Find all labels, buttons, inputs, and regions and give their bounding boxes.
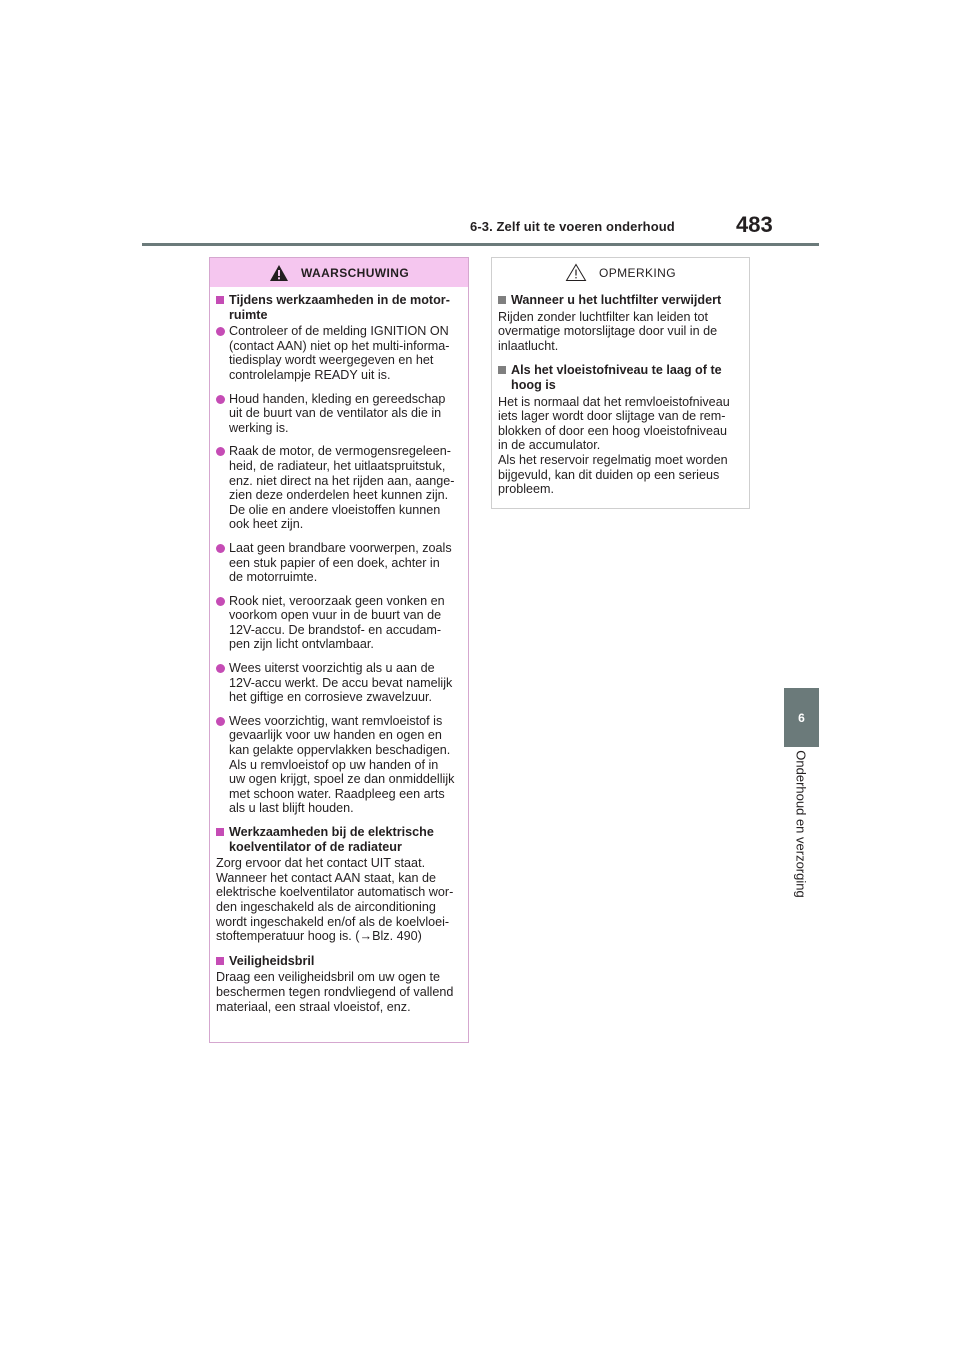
round-bullet-icon bbox=[216, 395, 225, 404]
warning-paragraph-cooling-fan: Zorg ervoor dat het contact UIT staat. Wanneer het contact AAN staat, kan de elektrische koelventilator automatisch wor- den ingeschakeld als de airconditioning wordt ingeschakeld en/of als de koelvloei- stoftemperatuur hoog is. (→Blz. 490) bbox=[216, 856, 454, 944]
notice-paragraph-fluid-level: Het is normaal dat het remvloeistofniveau iets lager wordt door slijtage van de rem- blokken of door een hoog vloeistofniveau in de accumulator. Als het reservoir regelmatig moet worden bijgevuld, kan dit duiden op een serieus probleem. bbox=[498, 394, 730, 497]
header-rule bbox=[142, 243, 819, 246]
warning-triangle-icon bbox=[269, 264, 289, 282]
warning-header bbox=[210, 258, 468, 287]
bullet-text: Wees uiterst voorzichtig als u aan de 12V-accu werkt. De accu bevat namelijk het giftige en corrosieve zwavelzuur. bbox=[229, 661, 453, 705]
warning-box bbox=[209, 257, 469, 1043]
heading-text: Wanneer u het luchtfilter verwijdert bbox=[511, 293, 722, 307]
bullet-text: Wees voorzichtig, want remvloeistof is gevaarlijk voor uw handen en ogen en kan gelakte oppervlakken beschadigen. Als u remvloeistof op uw handen of in uw ogen krijgt, spoel ze dan onmiddellijk met schoon water. Raadpleeg een arts als u last blijft houden. bbox=[229, 713, 455, 816]
round-bullet-icon bbox=[216, 544, 225, 553]
caution-triangle-outline-icon bbox=[565, 263, 587, 282]
warning-heading-engine-room bbox=[216, 293, 462, 322]
chapter-tab bbox=[784, 688, 819, 747]
warning-body bbox=[210, 287, 468, 1014]
page-number: 483 bbox=[736, 212, 773, 237]
warning-heading-safety-glasses bbox=[216, 954, 462, 969]
square-bullet-icon bbox=[216, 828, 224, 836]
warning-bullet bbox=[216, 324, 462, 382]
heading-text: Veiligheidsbril bbox=[229, 953, 315, 968]
warning-bullet bbox=[216, 714, 462, 816]
warning-bullet bbox=[216, 392, 462, 436]
bullet-text: Laat geen brandbare voorwerpen, zoals een stuk papier of een doek, achter in de motorruimte. bbox=[229, 540, 452, 585]
bullet-text: Raak de motor, de vermogensregeleen- heid, de radiateur, het uitlaatspruitstuk, enz. niet direct na het rijden aan, aange- zien deze onderdelen heet kunnen zijn. De olie en andere vloeistoffen kunnen ook heet zijn. bbox=[229, 444, 455, 532]
notice-paragraph-air-filter: Rijden zonder luchtfilter kan leiden tot overmatige motorslijtage door vuil in de inlaatlucht. bbox=[498, 309, 718, 353]
warning-bullet bbox=[216, 661, 462, 705]
square-bullet-icon bbox=[216, 296, 224, 304]
notice-heading-air-filter bbox=[498, 293, 743, 308]
round-bullet-icon bbox=[216, 717, 225, 726]
warning-bullet bbox=[216, 444, 462, 532]
notice-heading-fluid-level bbox=[498, 363, 743, 392]
chapter-title: Onderhoud en verzorging bbox=[793, 750, 809, 898]
bullet-text: Houd handen, kleding en gereedschap uit de buurt van de ventilator als die in werking is. bbox=[229, 391, 446, 435]
notice-title: OPMERKING bbox=[599, 265, 676, 280]
round-bullet-icon bbox=[216, 447, 225, 456]
square-bullet-icon bbox=[216, 957, 224, 965]
square-bullet-icon bbox=[498, 366, 506, 374]
bullet-text: Rook niet, veroorzaak geen vonken en voorkom open vuur in de buurt van de 12V-accu. De brandstof- en accudam- pen zijn licht ontvlambaar. bbox=[229, 593, 445, 652]
warning-paragraph-safety-glasses: Draag een veiligheidsbril om uw ogen te beschermen tegen rondvliegend of vallend materiaal, een straal vloeistof, enz. bbox=[216, 970, 454, 1014]
heading-text: Als het vloeistofniveau te laag of te hoog is bbox=[511, 363, 722, 392]
bullet-text: Controleer of de melding IGNITION ON (contact AAN) niet op het multi-informa- tiedisplay wordt weergegeven en het controlelampje READY uit is. bbox=[229, 324, 450, 382]
section-title: 6-3. Zelf uit te voeren onderhoud bbox=[470, 219, 675, 234]
heading-text: Werkzaamheden bij de elektrische koelventilator of de radiateur bbox=[229, 825, 434, 854]
round-bullet-icon bbox=[216, 664, 225, 673]
heading-text: Tijdens werkzaamheden in de motor- ruimte bbox=[229, 293, 450, 322]
round-bullet-icon bbox=[216, 597, 225, 606]
warning-title: WAARSCHUWING bbox=[300, 265, 410, 280]
warning-bullet bbox=[216, 541, 462, 585]
warning-heading-cooling-fan bbox=[216, 825, 462, 854]
notice-box bbox=[491, 257, 750, 509]
square-bullet-icon bbox=[498, 296, 506, 304]
chapter-number: 6 bbox=[798, 710, 805, 725]
notice-body bbox=[492, 287, 749, 497]
warning-bullet bbox=[216, 594, 462, 652]
notice-header bbox=[492, 258, 749, 287]
round-bullet-icon bbox=[216, 327, 225, 336]
